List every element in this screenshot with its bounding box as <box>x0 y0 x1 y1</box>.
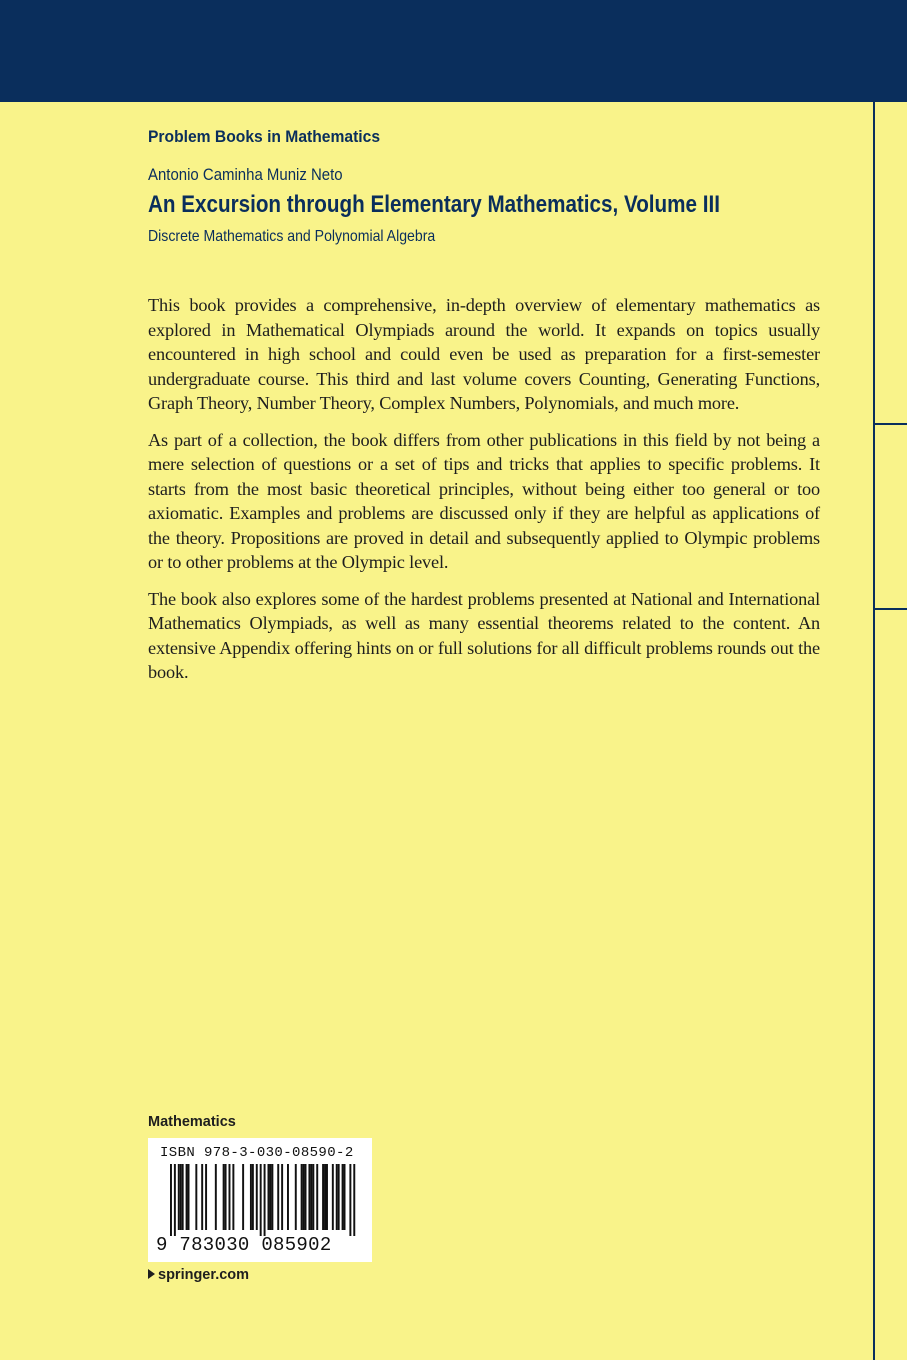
author-name: Antonio Caminha Muniz Neto <box>148 165 343 184</box>
barcode-bar <box>170 1164 172 1236</box>
barcode-bar <box>205 1164 207 1230</box>
barcode-bar <box>178 1164 180 1230</box>
barcode-bar <box>271 1164 273 1230</box>
barcode-bar <box>252 1164 254 1230</box>
barcode-bar <box>344 1164 346 1230</box>
barcode-bar <box>305 1164 307 1230</box>
barcode-bar <box>264 1164 266 1236</box>
barcode-bar <box>312 1164 314 1230</box>
barcode-bar <box>242 1164 244 1230</box>
barcode-bar <box>223 1164 225 1230</box>
top-color-band <box>0 0 907 102</box>
blurb-paragraph-1: This book provides a comprehensive, in-depth overview of elementary mathematics as explored in Mathematical Olympiads around the world. It expands on topics usually encountered in high school and could even be used as preparation for a first-semester undergraduate course. This third and last volume covers Counting, Generating Functions, Graph Theory, Number Theory, Complex Numbers, Polynomials, and much more. <box>148 295 820 413</box>
ean-digits: 9 783030 085902 <box>156 1234 332 1256</box>
barcode-bar <box>225 1164 227 1230</box>
barcode-bar <box>301 1164 303 1230</box>
barcode-icon <box>156 1164 364 1236</box>
barcode-bar <box>260 1164 262 1236</box>
barcode-bar <box>336 1164 338 1230</box>
barcode-bar <box>256 1164 258 1230</box>
spine-line <box>873 102 875 1360</box>
barcode-bar <box>338 1164 340 1230</box>
barcode-bar <box>201 1164 203 1230</box>
barcode-bar <box>308 1164 310 1230</box>
barcode-bar <box>195 1164 197 1230</box>
book-title: An Excursion through Elementary Mathematics, Volume III <box>148 191 720 218</box>
publisher-link[interactable] <box>148 1267 249 1283</box>
barcode-box <box>148 1138 372 1262</box>
barcode-bar <box>342 1164 344 1230</box>
barcode-bar <box>303 1164 305 1230</box>
barcode-bar <box>349 1164 351 1236</box>
barcode-bar <box>277 1164 279 1230</box>
barcode-bar <box>188 1164 190 1230</box>
barcode-bar <box>268 1164 270 1230</box>
barcode-bar <box>182 1164 184 1230</box>
book-subtitle: Discrete Mathematics and Polynomial Algebra <box>148 228 436 245</box>
arrow-right-icon <box>148 1269 155 1279</box>
barcode-bar <box>324 1164 326 1230</box>
barcode-bar <box>232 1164 234 1230</box>
barcode-bar <box>287 1164 289 1230</box>
isbn-label: ISBN 978-3-030-08590-2 <box>160 1145 354 1161</box>
subject-label: Mathematics <box>148 1114 236 1130</box>
blurb-paragraph-3: The book also explores some of the hardest problems presented at National and International Mathematics Olympiads, as well as many essential theorems related to the content. An extensive Appendix offering hints on or full solutions for all difficult problems rounds out the book. <box>148 588 820 682</box>
blurb-paragraph-2: As part of a collection, the book differs from other publications in this field by not being a mere selection of questions or a set of tips and tricks that applies to specific problems. It starts from the most basic theoretical principles, without being either too general or too axiomatic. Examples and problems are discussed only if they are helpful as applications of the theory. Propositions are proved in detail and subsequently applied to Olympic problems or to other problems at the Olympic level. <box>148 429 820 572</box>
spine-tick-lower <box>873 608 907 610</box>
publisher-name: springer.com <box>158 1267 250 1283</box>
barcode-bar <box>229 1164 231 1230</box>
barcode-bar <box>269 1164 271 1230</box>
barcode-bar <box>316 1164 318 1230</box>
barcode-bar <box>353 1164 355 1236</box>
spine-tick-upper <box>873 423 907 425</box>
barcode-bar <box>180 1164 182 1230</box>
series-title: Problem Books in Mathematics <box>148 127 381 146</box>
barcode-bar <box>186 1164 188 1230</box>
blurb <box>148 293 820 697</box>
barcode-bar <box>174 1164 176 1236</box>
barcode-bar <box>250 1164 252 1230</box>
barcode-bar <box>322 1164 324 1230</box>
barcode-bar <box>215 1164 217 1230</box>
barcode-bar <box>310 1164 312 1230</box>
barcode-bar <box>281 1164 283 1230</box>
barcode-bar <box>295 1164 297 1230</box>
barcode-bar <box>326 1164 328 1230</box>
barcode-bar <box>332 1164 334 1230</box>
